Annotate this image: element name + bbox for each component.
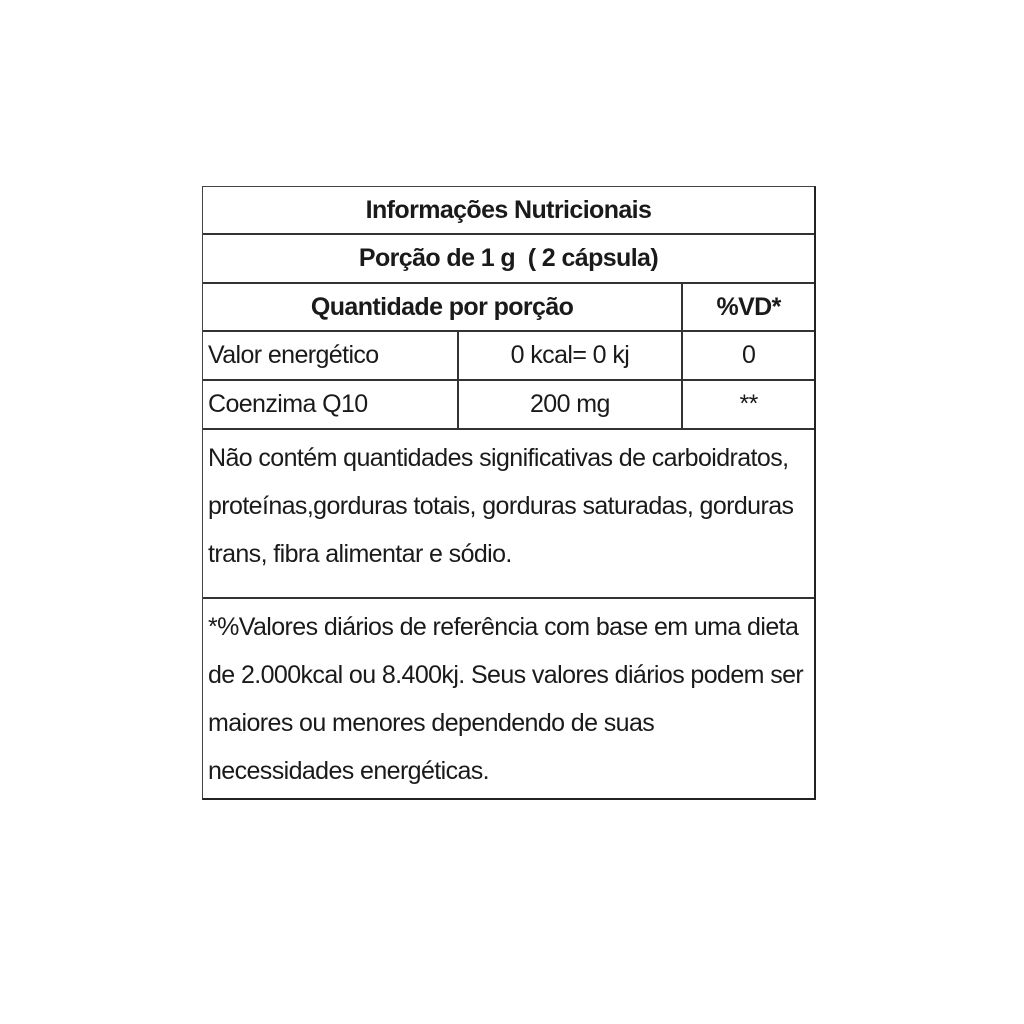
nutrient-amount: 200 mg	[459, 381, 684, 428]
nutrient-name: Coenzima Q10	[203, 381, 459, 428]
vd-header: %VD*	[716, 292, 781, 321]
nutrient-vd: 0	[741, 341, 756, 369]
nutrient-amount: 0 kcal= 0 kj	[459, 332, 684, 379]
portion-row	[203, 235, 814, 284]
table-row	[203, 381, 814, 430]
column-header-row	[203, 284, 814, 332]
nutrient-name: Valor energético	[203, 332, 459, 379]
nutrition-facts-table	[202, 186, 816, 800]
portion-size: Porção de 1 g ( 2 cápsula)	[358, 244, 659, 272]
daily-values-footnote: *%Valores diários de referência com base em uma dieta de 2.000kcal ou 8.400kj. Seus valores diários podem ser maiores ou menores dependendo de suas necessidades energéticas.	[208, 613, 804, 785]
table-row	[203, 332, 814, 381]
note-row	[203, 430, 814, 599]
quantity-header: Quantidade por porção	[203, 284, 683, 330]
title-row	[203, 187, 814, 235]
insignificant-nutrients-note: Não contém quantidades significativas de carboidratos, proteínas,gorduras totais, gorduras saturadas, gorduras trans, fibra alimentar e sódio.	[208, 444, 794, 568]
table-title: Informações Nutricionais	[365, 195, 652, 224]
nutrient-vd: **	[739, 390, 758, 418]
footnote-row	[203, 599, 814, 799]
